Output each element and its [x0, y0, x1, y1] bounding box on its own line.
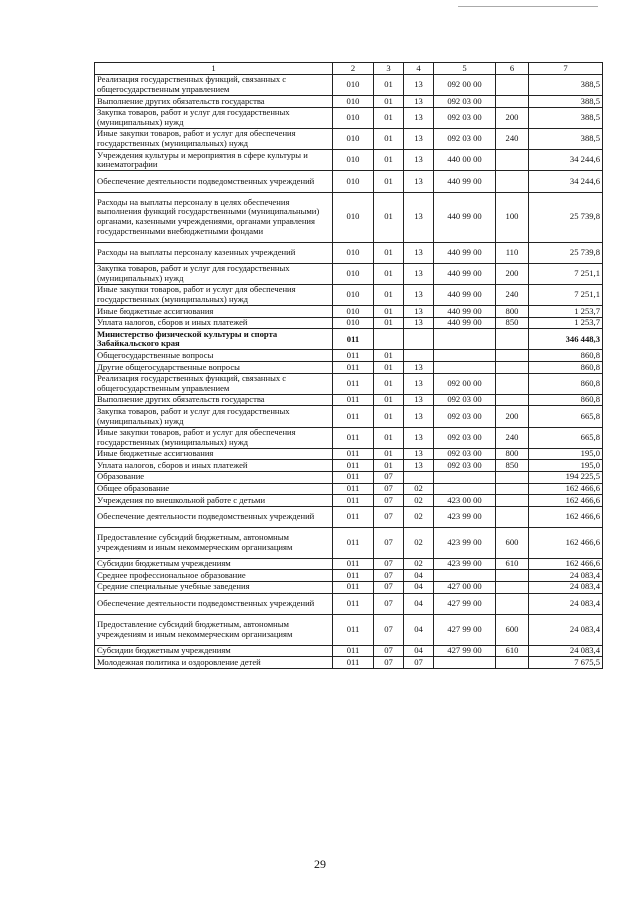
row-amount-cell: 195,0: [529, 448, 603, 460]
row-amount-cell: 25 739,8: [529, 242, 603, 263]
row-amount-cell: 162 466,6: [529, 495, 603, 507]
row-amount-cell: 665,8: [529, 406, 603, 427]
row-amount-cell: 162 466,6: [529, 558, 603, 570]
row-code-cell: 011: [333, 506, 374, 527]
row-target-cell: 092 03 00: [434, 460, 496, 472]
row-expense-type-cell: [496, 570, 529, 582]
table-row: [95, 645, 603, 657]
row-target-cell: [434, 362, 496, 374]
row-name-cell: Выполнение других обязательств государства: [95, 96, 333, 108]
row-amount-cell: 162 466,6: [529, 506, 603, 527]
row-section-cell: 01: [374, 306, 404, 318]
row-amount-cell: 7 251,1: [529, 284, 603, 305]
row-name-cell: Учреждения культуры и мероприятия в сфере культуры и кинематографии: [95, 150, 333, 171]
row-code-cell: 011: [333, 448, 374, 460]
row-target-cell: 423 00 00: [434, 495, 496, 507]
row-section-cell: 07: [374, 483, 404, 495]
row-name-cell: Расходы на выплаты персоналу в целях обеспечения выполнения функций государственными (муниципальными) органами, казенными учреждениями, органами управления государственными внебюджетными фондами: [95, 192, 333, 242]
row-expense-type-cell: [496, 657, 529, 669]
row-name-cell: Средние специальные учебные заведения: [95, 581, 333, 593]
row-section-cell: 01: [374, 263, 404, 284]
table-row: [95, 150, 603, 171]
row-name-cell: Молодежная политика и оздоровление детей: [95, 657, 333, 669]
row-amount-cell: 388,5: [529, 75, 603, 96]
row-code-cell: 011: [333, 350, 374, 362]
row-subsection-cell: 13: [404, 284, 434, 305]
row-amount-cell: 25 739,8: [529, 192, 603, 242]
row-target-cell: 427 99 00: [434, 593, 496, 614]
table-row: [95, 495, 603, 507]
row-target-cell: 427 99 00: [434, 614, 496, 645]
row-name-cell: Общее образование: [95, 483, 333, 495]
row-target-cell: 423 99 00: [434, 506, 496, 527]
row-name-cell: Расходы на выплаты персоналу казенных учреждений: [95, 242, 333, 263]
table-row: [95, 483, 603, 495]
row-name-cell: Реализация государственных функций, связанных с общегосударственным управлением: [95, 373, 333, 394]
budget-table: [94, 62, 603, 669]
table-row: [95, 242, 603, 263]
row-target-cell: 092 03 00: [434, 394, 496, 406]
row-expense-type-cell: 850: [496, 317, 529, 329]
table-row: [95, 373, 603, 394]
row-subsection-cell: 02: [404, 506, 434, 527]
table-row: [95, 506, 603, 527]
row-section-cell: 07: [374, 527, 404, 558]
row-name-cell: Выполнение других обязательств государства: [95, 394, 333, 406]
header-col-5: 5: [434, 63, 496, 75]
row-code-cell: 011: [333, 472, 374, 484]
row-subsection-cell: 13: [404, 171, 434, 192]
row-code-cell: 011: [333, 570, 374, 582]
row-subsection-cell: 13: [404, 306, 434, 318]
row-target-cell: 423 99 00: [434, 558, 496, 570]
row-target-cell: [434, 657, 496, 669]
row-target-cell: [434, 472, 496, 484]
row-target-cell: 427 00 00: [434, 581, 496, 593]
row-expense-type-cell: [496, 495, 529, 507]
row-section-cell: 07: [374, 645, 404, 657]
row-expense-type-cell: 610: [496, 645, 529, 657]
table-row: [95, 657, 603, 669]
header-col-4: 4: [404, 63, 434, 75]
row-target-cell: [434, 329, 496, 350]
row-section-cell: 01: [374, 96, 404, 108]
row-name-cell: Иные бюджетные ассигнования: [95, 448, 333, 460]
row-subsection-cell: 13: [404, 448, 434, 460]
row-amount-cell: 162 466,6: [529, 483, 603, 495]
row-target-cell: 440 99 00: [434, 171, 496, 192]
row-amount-cell: 860,8: [529, 350, 603, 362]
row-section-cell: 01: [374, 406, 404, 427]
row-subsection-cell: 13: [404, 460, 434, 472]
row-section-cell: 01: [374, 242, 404, 263]
row-name-cell: Закупка товаров, работ и услуг для государственных (муниципальных) нужд: [95, 107, 333, 128]
row-expense-type-cell: [496, 96, 529, 108]
table-row: [95, 581, 603, 593]
row-subsection-cell: 02: [404, 527, 434, 558]
row-target-cell: 440 99 00: [434, 284, 496, 305]
row-target-cell: 440 99 00: [434, 192, 496, 242]
row-subsection-cell: 13: [404, 317, 434, 329]
table-row: [95, 427, 603, 448]
table-row: [95, 460, 603, 472]
row-section-cell: 01: [374, 192, 404, 242]
row-target-cell: 427 99 00: [434, 645, 496, 657]
row-name-cell: Иные бюджетные ассигнования: [95, 306, 333, 318]
row-subsection-cell: 13: [404, 406, 434, 427]
row-subsection-cell: 04: [404, 570, 434, 582]
row-subsection-cell: 13: [404, 394, 434, 406]
row-name-cell: Закупка товаров, работ и услуг для государственных (муниципальных) нужд: [95, 263, 333, 284]
row-section-cell: 01: [374, 317, 404, 329]
row-section-cell: 01: [374, 373, 404, 394]
row-section-cell: [374, 329, 404, 350]
table-row: [95, 362, 603, 374]
table-row: [95, 527, 603, 558]
row-name-cell: Закупка товаров, работ и услуг для государственных (муниципальных) нужд: [95, 406, 333, 427]
row-section-cell: 01: [374, 284, 404, 305]
row-name-cell: Общегосударственные вопросы: [95, 350, 333, 362]
row-target-cell: 440 99 00: [434, 242, 496, 263]
row-target-cell: 092 03 00: [434, 406, 496, 427]
row-section-cell: 07: [374, 581, 404, 593]
row-section-cell: 07: [374, 472, 404, 484]
row-code-cell: 010: [333, 150, 374, 171]
row-expense-type-cell: [496, 506, 529, 527]
row-name-cell: Другие общегосударственные вопросы: [95, 362, 333, 374]
row-subsection-cell: 04: [404, 645, 434, 657]
page-number: 29: [314, 857, 326, 871]
row-expense-type-cell: 610: [496, 558, 529, 570]
table-row: [95, 614, 603, 645]
row-expense-type-cell: 800: [496, 448, 529, 460]
row-amount-cell: 24 083,4: [529, 645, 603, 657]
row-amount-cell: 34 244,6: [529, 150, 603, 171]
row-name-cell: Среднее профессиональное образование: [95, 570, 333, 582]
row-code-cell: 011: [333, 527, 374, 558]
row-target-cell: 092 03 00: [434, 427, 496, 448]
row-expense-type-cell: 600: [496, 527, 529, 558]
row-expense-type-cell: 110: [496, 242, 529, 263]
row-expense-type-cell: [496, 394, 529, 406]
row-expense-type-cell: 850: [496, 460, 529, 472]
row-amount-cell: 388,5: [529, 128, 603, 149]
table-row: [95, 107, 603, 128]
row-expense-type-cell: [496, 171, 529, 192]
row-target-cell: 440 00 00: [434, 150, 496, 171]
row-amount-cell: 388,5: [529, 96, 603, 108]
row-name-cell: Уплата налогов, сборов и иных платежей: [95, 460, 333, 472]
row-subsection-cell: 13: [404, 362, 434, 374]
row-expense-type-cell: 200: [496, 406, 529, 427]
row-name-cell: Реализация государственных функций, связанных с общегосударственным управлением: [95, 75, 333, 96]
row-code-cell: 010: [333, 306, 374, 318]
row-amount-cell: 1 253,7: [529, 306, 603, 318]
table-row: [95, 192, 603, 242]
row-target-cell: 440 99 00: [434, 306, 496, 318]
row-code-cell: 010: [333, 284, 374, 305]
row-expense-type-cell: [496, 483, 529, 495]
row-subsection-cell: [404, 350, 434, 362]
row-code-cell: 010: [333, 107, 374, 128]
row-amount-cell: 860,8: [529, 394, 603, 406]
row-expense-type-cell: [496, 75, 529, 96]
row-amount-cell: 195,0: [529, 460, 603, 472]
row-name-cell: Обеспечение деятельности подведомственных учреждений: [95, 506, 333, 527]
row-amount-cell: 388,5: [529, 107, 603, 128]
row-name-cell: Обеспечение деятельности подведомственных учреждений: [95, 171, 333, 192]
row-target-cell: [434, 483, 496, 495]
row-subsection-cell: 13: [404, 75, 434, 96]
row-expense-type-cell: [496, 362, 529, 374]
table-row: [95, 394, 603, 406]
table-row: [95, 593, 603, 614]
row-amount-cell: 7 675,5: [529, 657, 603, 669]
row-code-cell: 011: [333, 394, 374, 406]
row-name-cell: Иные закупки товаров, работ и услуг для обеспечения государственных (муниципальных) нужд: [95, 284, 333, 305]
table-row: [95, 75, 603, 96]
row-code-cell: 011: [333, 362, 374, 374]
row-expense-type-cell: 200: [496, 263, 529, 284]
row-target-cell: 092 00 00: [434, 373, 496, 394]
header-col-6: 6: [496, 63, 529, 75]
row-expense-type-cell: [496, 593, 529, 614]
row-subsection-cell: 02: [404, 558, 434, 570]
row-expense-type-cell: [496, 373, 529, 394]
row-expense-type-cell: 200: [496, 107, 529, 128]
row-code-cell: 011: [333, 657, 374, 669]
table-row: [95, 96, 603, 108]
row-code-cell: 011: [333, 614, 374, 645]
row-subsection-cell: 13: [404, 263, 434, 284]
row-target-cell: 092 00 00: [434, 75, 496, 96]
row-expense-type-cell: 600: [496, 614, 529, 645]
header-col-2: 2: [333, 63, 374, 75]
table-row: [95, 171, 603, 192]
row-amount-cell: 24 083,4: [529, 593, 603, 614]
row-subsection-cell: 04: [404, 581, 434, 593]
table-row: [95, 406, 603, 427]
row-amount-cell: 7 251,1: [529, 263, 603, 284]
row-code-cell: 011: [333, 329, 374, 350]
row-section-cell: 07: [374, 506, 404, 527]
row-target-cell: [434, 350, 496, 362]
table-header-row: [95, 63, 603, 75]
row-name-cell: Образование: [95, 472, 333, 484]
table-row: [95, 570, 603, 582]
row-amount-cell: 24 083,4: [529, 614, 603, 645]
row-subsection-cell: 02: [404, 495, 434, 507]
row-amount-cell: 860,8: [529, 362, 603, 374]
row-code-cell: 010: [333, 317, 374, 329]
table-row: [95, 317, 603, 329]
row-code-cell: 011: [333, 558, 374, 570]
row-subsection-cell: 07: [404, 657, 434, 669]
row-amount-cell: 346 448,3: [529, 329, 603, 350]
table-row: [95, 306, 603, 318]
row-code-cell: 010: [333, 263, 374, 284]
row-code-cell: 011: [333, 373, 374, 394]
row-subsection-cell: 13: [404, 373, 434, 394]
row-subsection-cell: [404, 472, 434, 484]
row-name-cell: Субсидии бюджетным учреждениям: [95, 558, 333, 570]
row-section-cell: 01: [374, 150, 404, 171]
row-target-cell: 440 99 00: [434, 317, 496, 329]
row-code-cell: 010: [333, 128, 374, 149]
row-code-cell: 011: [333, 427, 374, 448]
row-section-cell: 01: [374, 362, 404, 374]
row-section-cell: 01: [374, 75, 404, 96]
row-code-cell: 011: [333, 460, 374, 472]
row-section-cell: 01: [374, 427, 404, 448]
table-row: [95, 558, 603, 570]
row-expense-type-cell: [496, 350, 529, 362]
row-code-cell: 010: [333, 75, 374, 96]
row-subsection-cell: 13: [404, 242, 434, 263]
row-section-cell: 07: [374, 593, 404, 614]
table-row: [95, 350, 603, 362]
row-section-cell: 07: [374, 558, 404, 570]
table-row: [95, 472, 603, 484]
row-section-cell: 01: [374, 107, 404, 128]
row-code-cell: 010: [333, 96, 374, 108]
row-code-cell: 011: [333, 581, 374, 593]
row-subsection-cell: 13: [404, 96, 434, 108]
row-target-cell: 092 03 00: [434, 107, 496, 128]
row-section-cell: 07: [374, 570, 404, 582]
row-target-cell: 092 03 00: [434, 448, 496, 460]
row-section-cell: 01: [374, 350, 404, 362]
row-name-cell: Иные закупки товаров, работ и услуг для обеспечения государственных (муниципальных) нужд: [95, 128, 333, 149]
row-code-cell: 011: [333, 645, 374, 657]
row-code-cell: 011: [333, 593, 374, 614]
row-amount-cell: 194 225,5: [529, 472, 603, 484]
row-code-cell: 011: [333, 483, 374, 495]
row-target-cell: 092 03 00: [434, 96, 496, 108]
row-target-cell: 423 99 00: [434, 527, 496, 558]
row-name-cell: Иные закупки товаров, работ и услуг для обеспечения государственных (муниципальных) нужд: [95, 427, 333, 448]
table-row: [95, 448, 603, 460]
row-amount-cell: 860,8: [529, 373, 603, 394]
row-section-cell: 07: [374, 657, 404, 669]
row-subsection-cell: 13: [404, 192, 434, 242]
table-row: [95, 284, 603, 305]
row-section-cell: 07: [374, 495, 404, 507]
row-name-cell: Обеспечение деятельности подведомственных учреждений: [95, 593, 333, 614]
row-amount-cell: 24 083,4: [529, 570, 603, 582]
row-code-cell: 011: [333, 495, 374, 507]
row-expense-type-cell: 240: [496, 427, 529, 448]
row-expense-type-cell: [496, 329, 529, 350]
row-expense-type-cell: 100: [496, 192, 529, 242]
row-amount-cell: 162 466,6: [529, 527, 603, 558]
header-col-7: 7: [529, 63, 603, 75]
row-code-cell: 010: [333, 192, 374, 242]
row-expense-type-cell: 800: [496, 306, 529, 318]
row-amount-cell: 24 083,4: [529, 581, 603, 593]
row-expense-type-cell: [496, 150, 529, 171]
table-row: [95, 329, 603, 350]
row-amount-cell: 34 244,6: [529, 171, 603, 192]
table-row: [95, 128, 603, 149]
row-subsection-cell: 02: [404, 483, 434, 495]
row-target-cell: 092 03 00: [434, 128, 496, 149]
row-target-cell: 440 99 00: [434, 263, 496, 284]
row-expense-type-cell: 240: [496, 284, 529, 305]
row-amount-cell: 665,8: [529, 427, 603, 448]
row-section-cell: 01: [374, 460, 404, 472]
row-expense-type-cell: [496, 581, 529, 593]
row-amount-cell: 1 253,7: [529, 317, 603, 329]
row-subsection-cell: 13: [404, 107, 434, 128]
row-target-cell: [434, 570, 496, 582]
row-name-cell: Уплата налогов, сборов и иных платежей: [95, 317, 333, 329]
header-col-1: 1: [95, 63, 333, 75]
row-code-cell: 010: [333, 242, 374, 263]
row-subsection-cell: 13: [404, 128, 434, 149]
scan-mark: [458, 6, 598, 7]
row-expense-type-cell: [496, 472, 529, 484]
row-section-cell: 01: [374, 394, 404, 406]
row-expense-type-cell: 240: [496, 128, 529, 149]
row-name-cell: Предоставление субсидий бюджетным, автономным учреждениям и иным некоммерческим организациям: [95, 614, 333, 645]
table-row: [95, 263, 603, 284]
row-subsection-cell: [404, 329, 434, 350]
row-name-cell: Предоставление субсидий бюджетным, автономным учреждениям и иным некоммерческим организациям: [95, 527, 333, 558]
row-subsection-cell: 04: [404, 614, 434, 645]
row-subsection-cell: 04: [404, 593, 434, 614]
row-subsection-cell: 13: [404, 427, 434, 448]
row-name-cell: Учреждения по внешкольной работе с детьми: [95, 495, 333, 507]
row-section-cell: 01: [374, 448, 404, 460]
row-section-cell: 01: [374, 128, 404, 149]
row-subsection-cell: 13: [404, 150, 434, 171]
row-name-cell: Министерство физической культуры и спорта Забайкальского края: [95, 329, 333, 350]
row-code-cell: 011: [333, 406, 374, 427]
row-section-cell: 07: [374, 614, 404, 645]
row-code-cell: 010: [333, 171, 374, 192]
row-section-cell: 01: [374, 171, 404, 192]
header-col-3: 3: [374, 63, 404, 75]
row-name-cell: Субсидии бюджетным учреждениям: [95, 645, 333, 657]
